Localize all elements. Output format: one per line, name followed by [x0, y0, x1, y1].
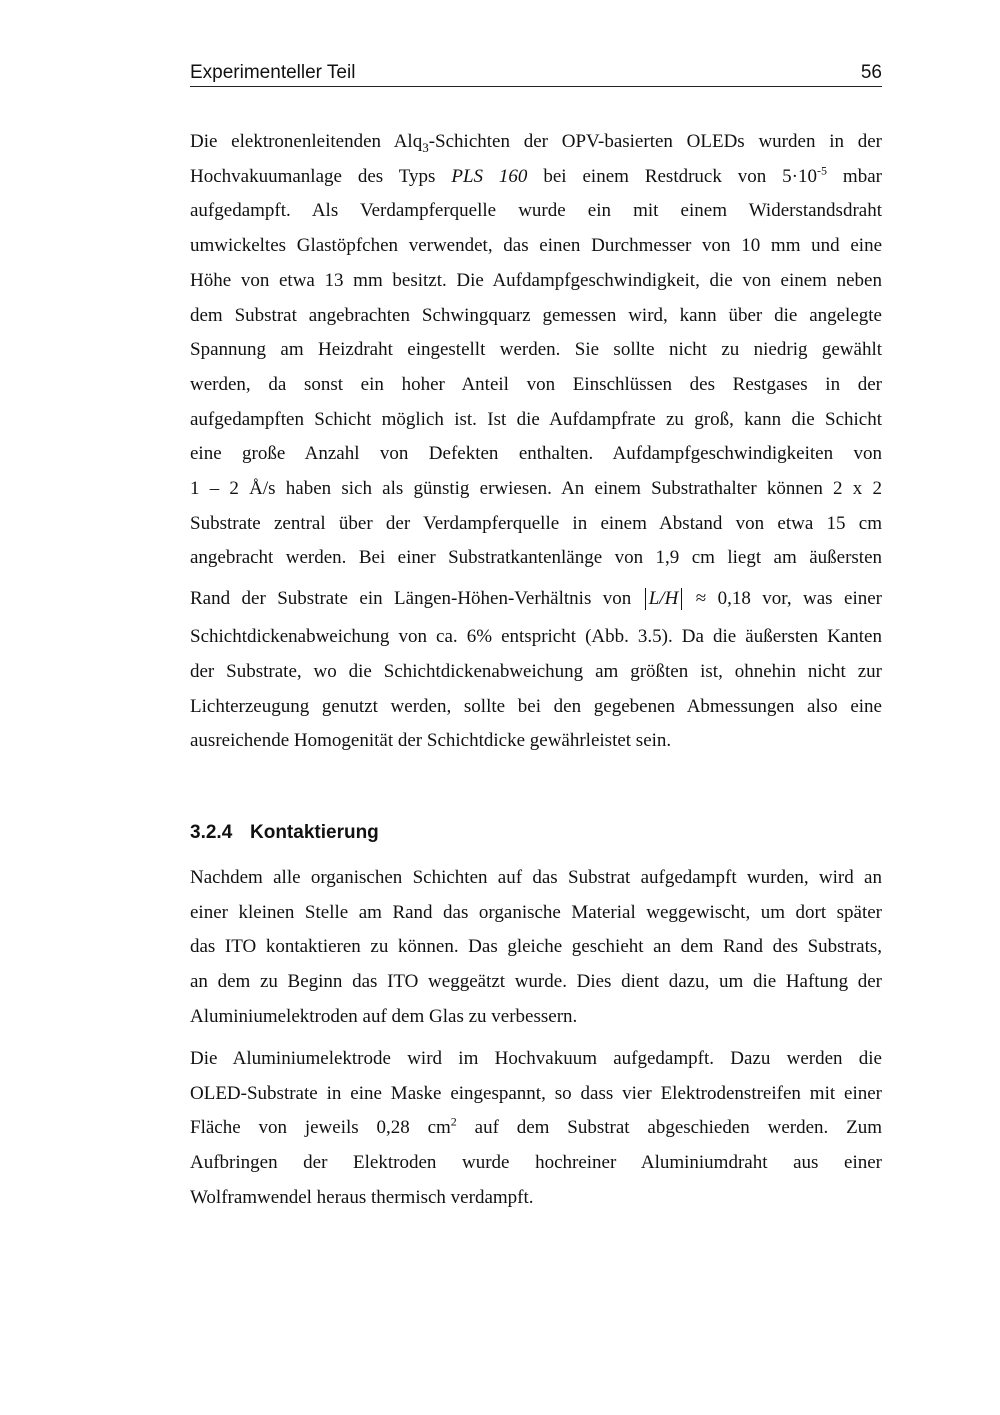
text-line: angebracht werden. Bei einer Substratkantenlänge von 1,9 cm liegt am äußersten [190, 547, 882, 569]
text-line: aufgedampften Schicht möglich ist. Ist die Aufdampfrate zu groß, kann die Schicht [190, 408, 882, 430]
text-line: Lichterzeugung genutzt werden, sollte bei den gegebenen Abmessungen also eine [190, 695, 882, 717]
paragraph-aluminium-electrode [190, 1042, 882, 1216]
text-run: Rand der Substrate ein Längen-Höhen-Verhältnis von [190, 588, 643, 610]
text-line-with-formula [190, 576, 882, 620]
text-line: Wolframwendel heraus thermisch verdampft. [190, 1186, 534, 1208]
text-line: 1 – 2 Å/s haben sich als günstig erwiesen. An einem Substrathalter können 2 x 2 [190, 478, 882, 500]
text-line: Die Aluminiumelektrode wird im Hochvakuum aufgedampft. Dazu werden die [190, 1048, 882, 1069]
text-line: Schichtdickenabweichung von ca. 6% entspricht (Abb. 3.5). Da die äußersten Kanten [190, 626, 882, 648]
text-run: bei einem Restdruck von 5·10 [527, 165, 818, 187]
text-run: mbar [827, 165, 882, 187]
text-line [190, 1111, 882, 1146]
text-run: Fläche von jeweils 0,28 cm [190, 1117, 451, 1139]
text-line: Aluminiumelektroden auf dem Glas zu verbessern. [190, 1005, 578, 1027]
page-header [190, 60, 882, 87]
paragraph-evaporation [190, 125, 882, 759]
text-line: Aufbringen der Elektroden wurde hochreiner Aluminiumdraht aus einer [190, 1152, 882, 1174]
text-run: -Schichten der OPV-basierten OLEDs wurden in der [428, 131, 882, 152]
text-line: einer kleinen Stelle am Rand das organische Material weggewischt, um dort später [190, 901, 882, 923]
device-name: PLS 160 [451, 165, 528, 187]
superscript: -5 [817, 163, 828, 178]
text-line: OLED-Substrate in eine Maske eingespannt, so dass vier Elektrodenstreifen mit einer [190, 1082, 882, 1104]
text-line: dem Substrat angebrachten Schwingquarz gemessen wird, kann über die angelegte [190, 304, 882, 326]
text-line: der Substrate, wo die Schichtdickenabweichung am größten ist, ohnehin nicht zur [190, 660, 882, 682]
text-line: Spannung am Heizdraht eingestellt werden. Sie sollte nicht zu niedrig gewählt [190, 339, 882, 361]
paragraph-contacting [190, 861, 882, 1035]
text-line: eine große Anzahl von Defekten enthalten. Aufdampfgeschwindigkeiten von [190, 443, 882, 465]
text-line: werden, da sonst ein hoher Anteil von Einschlüssen des Restgases in der [190, 373, 882, 395]
section-number: 3.2.4 [190, 822, 233, 843]
subscript: 3 [422, 139, 429, 155]
superscript: 2 [450, 1115, 457, 1130]
text-run: ≈ 0,18 vor, was einer [684, 588, 882, 610]
text-line: an dem zu Beginn das ITO weggeätzt wurde. Dies dient dazu, um die Haftung der [190, 971, 882, 993]
text-line: das ITO kontaktieren zu können. Das gleiche geschieht an dem Rand des Substrats, [190, 936, 882, 958]
text-line: ausreichende Homogenität der Schichtdicke gewährleistet sein. [190, 730, 672, 752]
page-number: 56 [860, 62, 882, 83]
text-line: aufgedampft. Als Verdampferquelle wurde ein mit einem Widerstandsdraht [190, 200, 882, 222]
ratio-formula: L/H [645, 588, 683, 610]
section-heading [190, 822, 882, 844]
text-line: Höhe von etwa 13 mm besitzt. Die Aufdampfgeschwindigkeit, die von einem neben [190, 269, 882, 291]
text-run: Die elektronenleitenden Alq [190, 131, 423, 152]
header-title: Experimenteller Teil [190, 62, 356, 83]
text-line [190, 160, 882, 195]
section-title: Kontaktierung [250, 822, 379, 843]
text-run: Hochvakuumanlage des Typs [190, 165, 452, 187]
text-run: auf dem Substrat abgeschieden werden. Zum [456, 1117, 882, 1139]
text-line: umwickeltes Glastöpfchen verwendet, das einen Durchmesser von 10 mm und eine [190, 235, 882, 257]
text-line: Substrate zentral über der Verdampferquelle in einem Abstand von etwa 15 cm [190, 512, 882, 534]
text-line: Nachdem alle organischen Schichten auf das Substrat aufgedampft wurden, wird an [190, 867, 882, 888]
text-line [190, 125, 882, 160]
